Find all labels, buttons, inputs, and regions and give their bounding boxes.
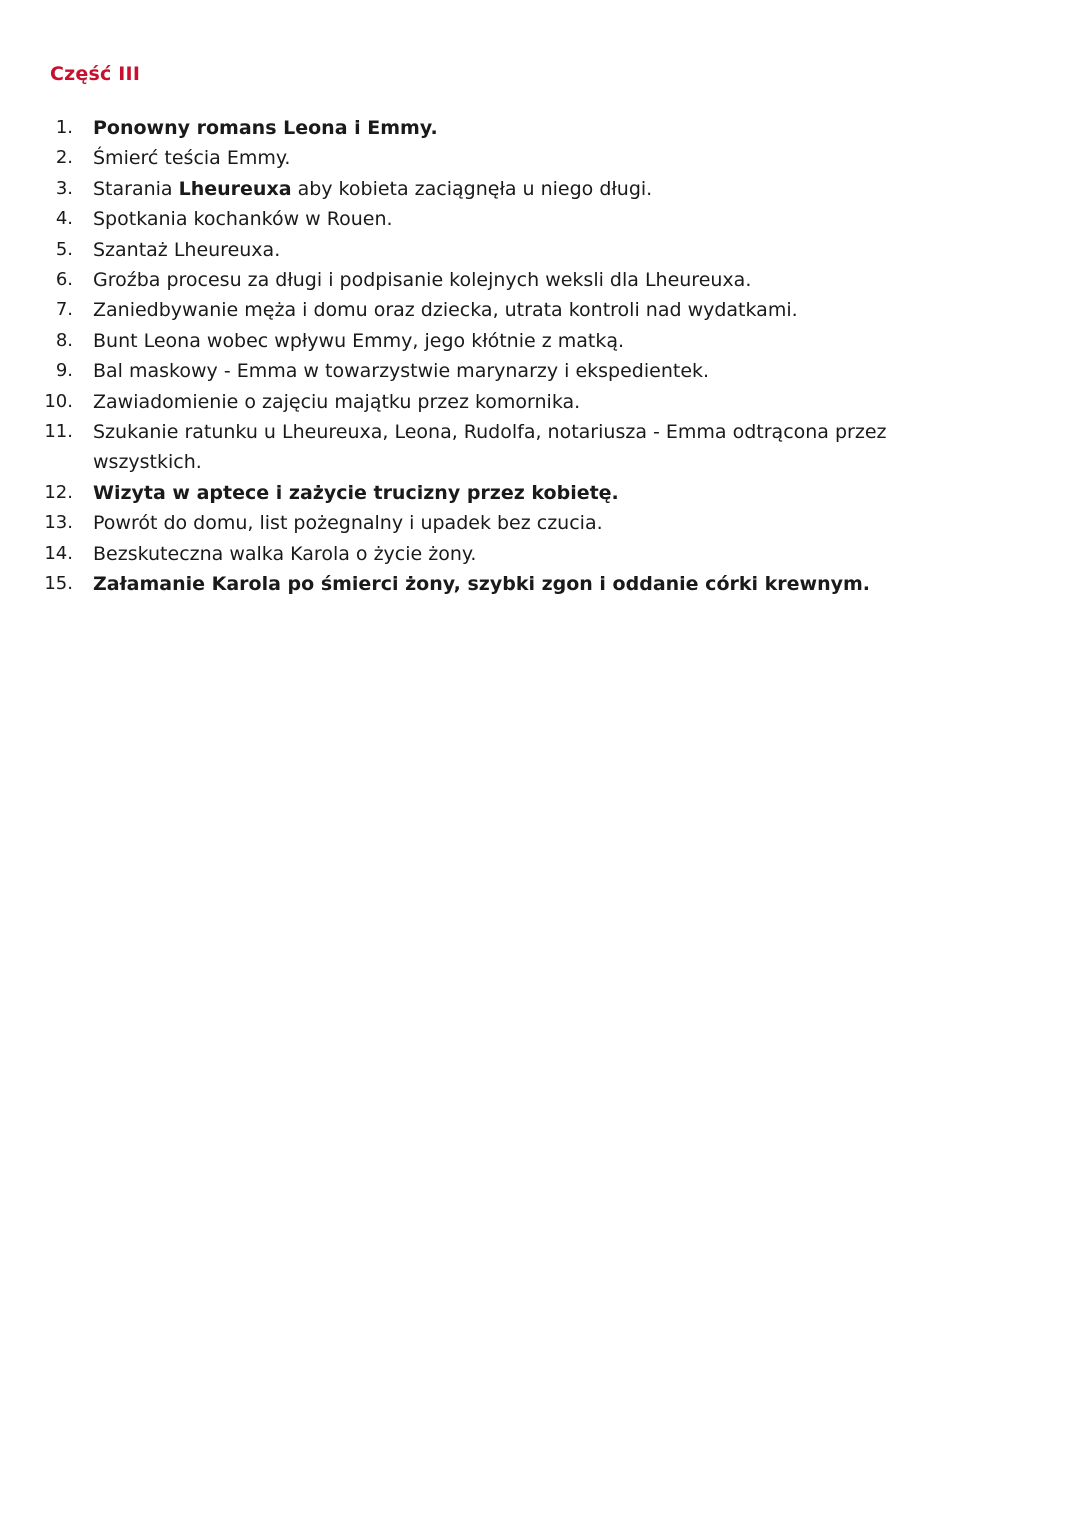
item-number: 2 .: [0, 143, 83, 173]
bold-text-run: Lheureuxa: [178, 177, 292, 200]
item-text: [93, 117, 438, 139]
item-number: 14 .: [0, 539, 83, 569]
list-item: [0, 417, 983, 478]
item-text: [93, 239, 280, 261]
item-text: [93, 421, 887, 473]
text-run: Zawiadomienie o zajęciu majątku przez komornika.: [93, 390, 581, 413]
list-item: [0, 265, 983, 295]
bold-text-run: Ponowny romans Leona i Emmy.: [93, 117, 438, 139]
item-text: [93, 391, 580, 413]
list-item: [0, 204, 983, 234]
item-number: 10 .: [0, 387, 83, 417]
item-text: [93, 299, 798, 321]
text-run: Starania: [93, 177, 179, 200]
text-run: Śmierć teścia Emmy.: [93, 147, 291, 170]
item-text: [93, 208, 393, 230]
item-number: 8 .: [0, 326, 83, 356]
list-item: [0, 508, 983, 538]
item-text: [93, 512, 603, 534]
item-number: 9 .: [0, 356, 83, 386]
list-item: [0, 539, 983, 569]
bold-text-run: Załamanie Karola po śmierci żony, szybki zgon i oddanie córki krewnym.: [93, 573, 870, 596]
item-number: 4 .: [0, 204, 83, 234]
list-item: [0, 356, 983, 386]
item-number: 7 .: [0, 295, 83, 325]
text-run: aby kobieta zaciągnęła u niego długi.: [291, 177, 653, 200]
list-item: [0, 387, 983, 417]
item-text: [93, 269, 751, 291]
list-item: [0, 569, 983, 599]
item-text: [93, 573, 870, 595]
list-item: [0, 174, 983, 204]
text-run: Szukanie ratunku u Lheureuxa, Leona, Rudolfa, notariusza - Emma odtrącona przez wszystkich.: [93, 421, 887, 474]
event-list: [0, 113, 1040, 600]
text-run: Bal maskowy - Emma w towarzystwie marynarzy i ekspedientek.: [93, 360, 710, 383]
item-number: 1 .: [0, 113, 83, 143]
text-run: Bunt Leona wobec wpływu Emmy, jego kłótnie z matką.: [93, 329, 625, 352]
text-run: Szantaż Lheureuxa.: [93, 238, 281, 261]
item-number: 11 .: [0, 417, 83, 447]
item-number: 12 .: [0, 478, 83, 508]
item-number: 5 .: [0, 235, 83, 265]
item-number: 13 .: [0, 508, 83, 538]
item-text: [93, 147, 290, 169]
list-item: [0, 143, 983, 173]
item-number: 3 .: [0, 174, 83, 204]
list-item: [0, 326, 983, 356]
item-text: [93, 360, 709, 382]
item-text: [93, 330, 624, 352]
item-text: [93, 482, 619, 504]
text-run: Powrót do domu, list pożegnalny i upadek bez czucia.: [93, 512, 603, 535]
list-item: [0, 295, 983, 325]
item-text: [93, 543, 476, 565]
text-run: Bezskuteczna walka Karola o życie żony.: [93, 542, 477, 565]
text-run: Spotkania kochanków w Rouen.: [93, 208, 393, 231]
list-item: [0, 113, 983, 143]
bold-text-run: Wizyta w aptece i zażycie trucizny przez kobietę.: [93, 481, 619, 504]
item-number: 15 .: [0, 569, 83, 599]
text-run: Groźba procesu za długi i podpisanie kolejnych weksli dla Lheureuxa.: [93, 269, 752, 292]
list-item: [0, 478, 983, 508]
item-text: [93, 178, 652, 200]
section-heading: Część III: [50, 63, 141, 85]
text-run: Zaniedbywanie męża i domu oraz dziecka, utrata kontroli nad wydatkami.: [93, 299, 798, 322]
item-number: 6 .: [0, 265, 83, 295]
list-item: [0, 235, 983, 265]
